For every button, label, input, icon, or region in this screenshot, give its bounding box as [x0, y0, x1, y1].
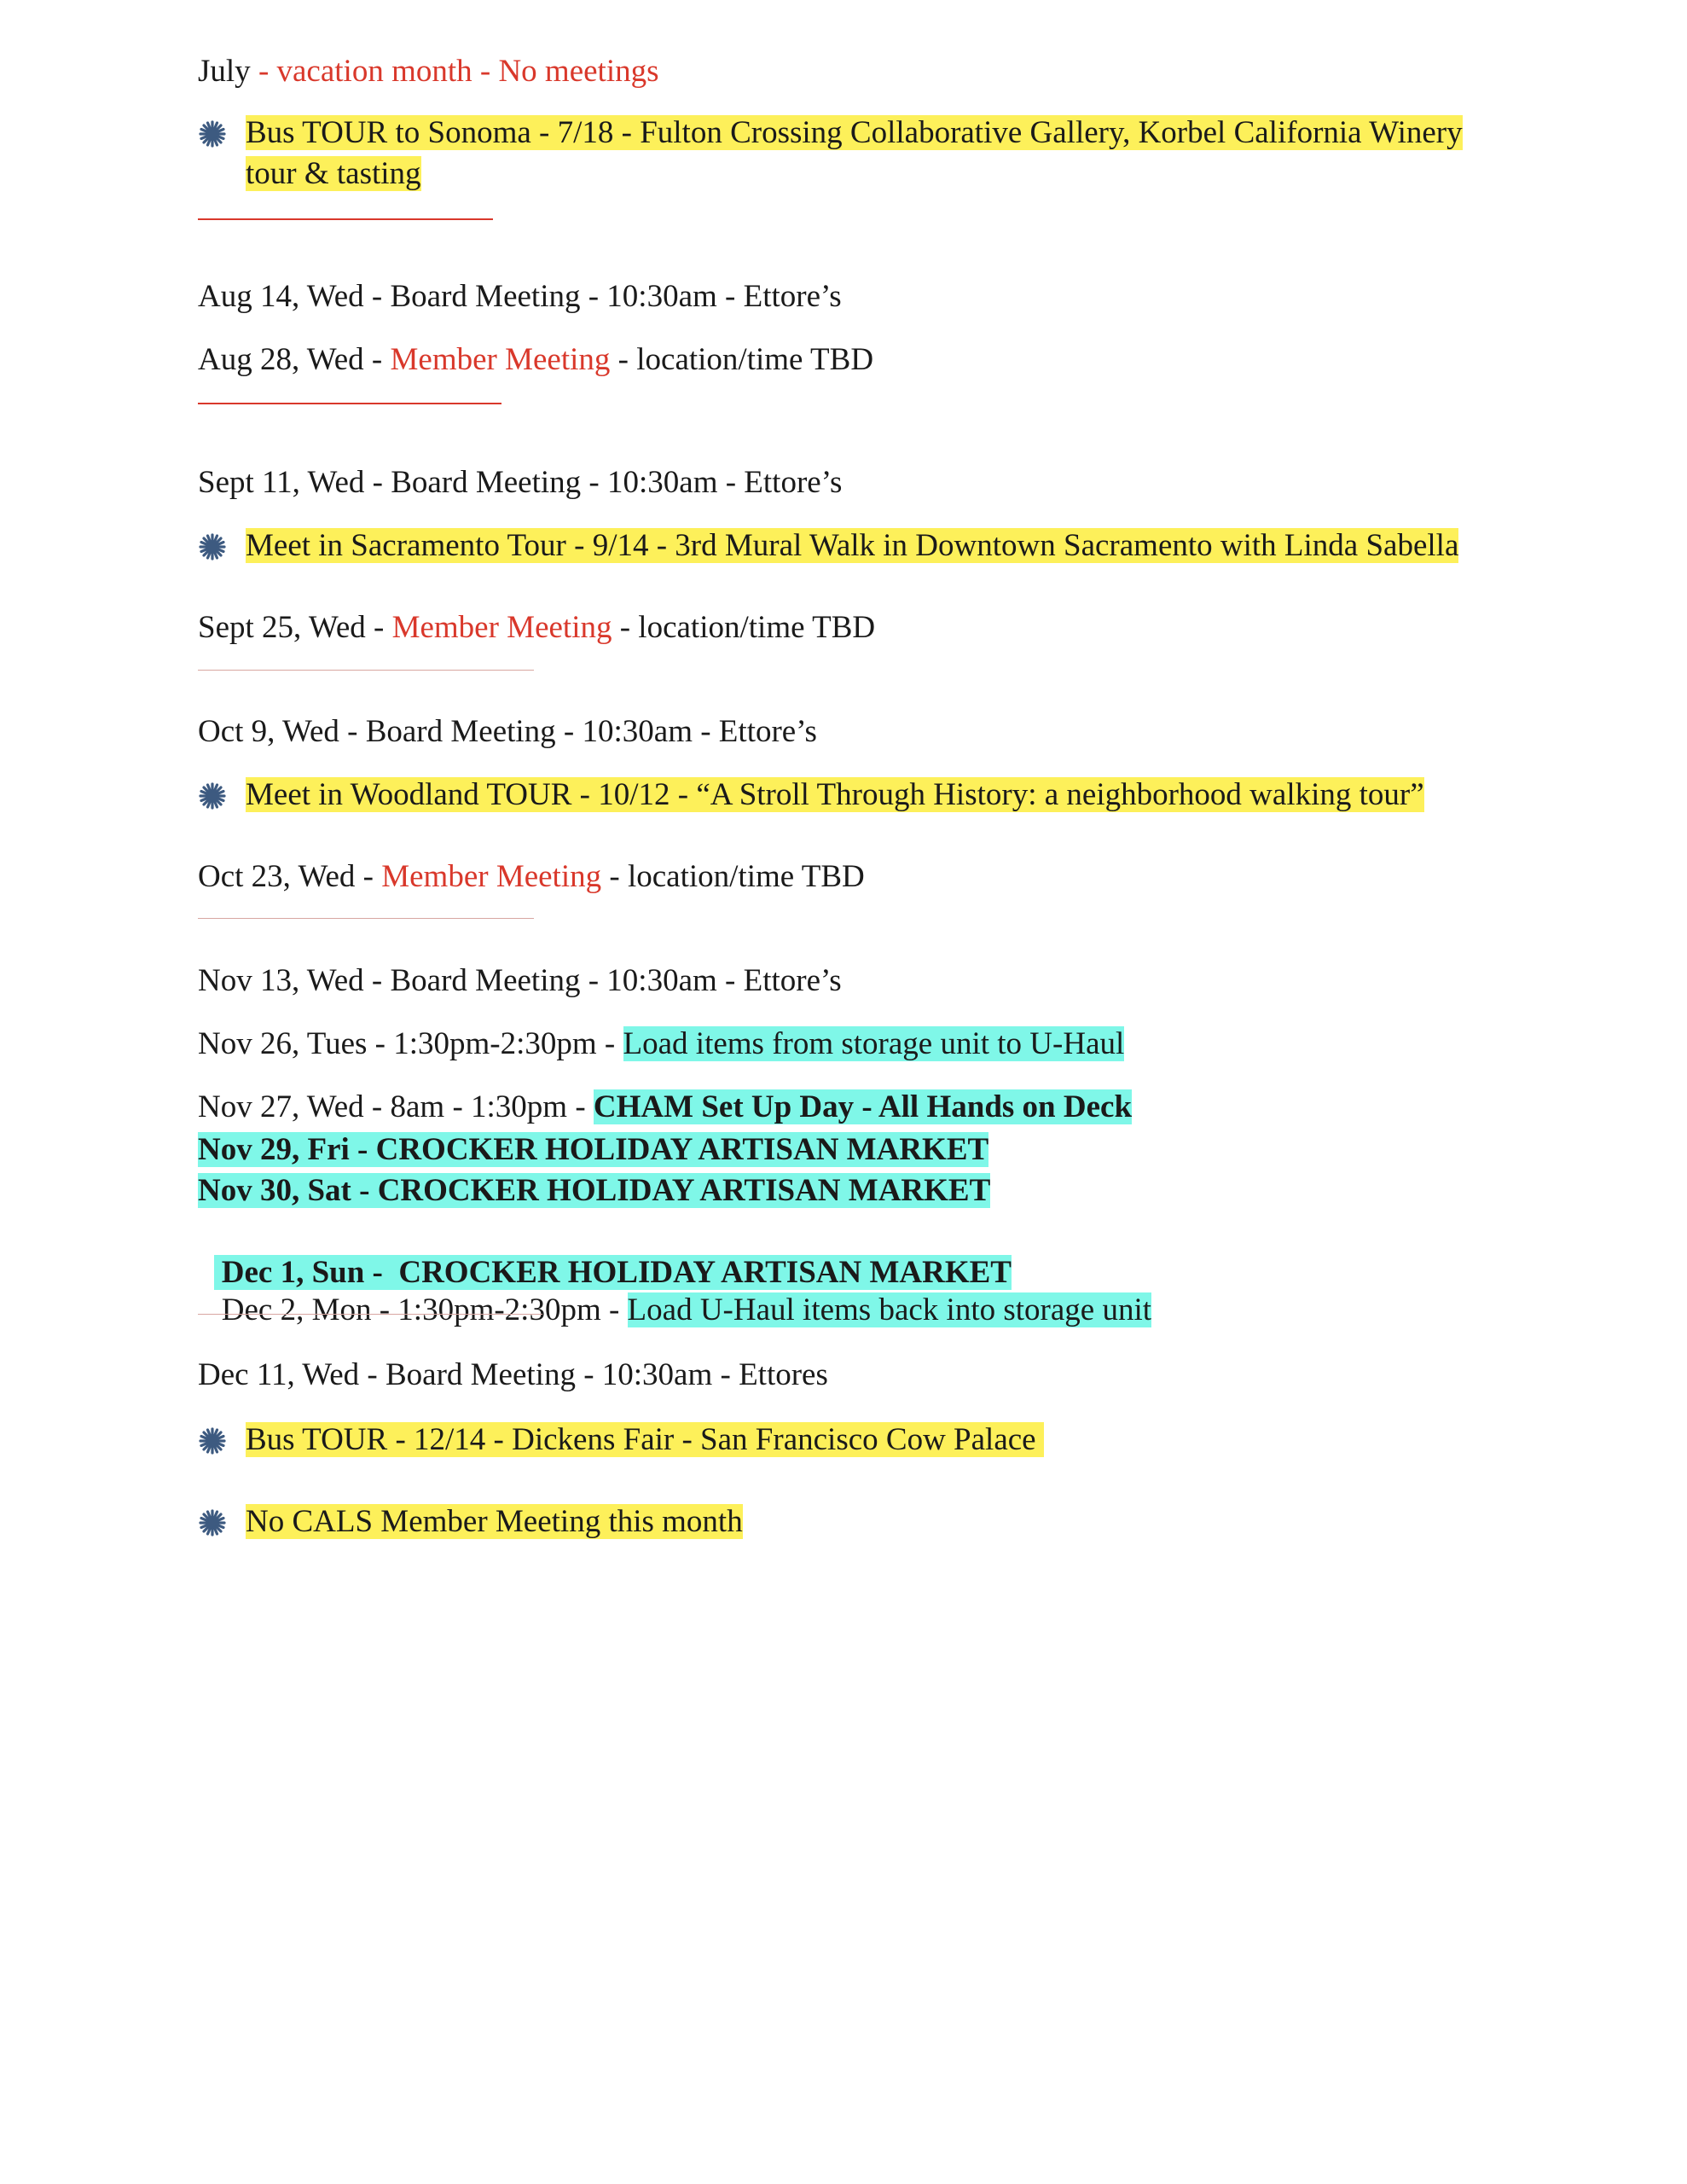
july-note: - vacation month - No meetings — [250, 54, 659, 89]
section-divider — [198, 218, 493, 220]
july-tour-text-2: tour & tasting — [246, 156, 421, 191]
july-tour-text-1: Bus TOUR to Sonoma - 7/18 - Fulton Crossing Collaborative Gallery, Korbel California Winery — [246, 115, 1463, 150]
sept-member-date: Sept 25, Wed - — [198, 610, 392, 645]
section-divider — [198, 918, 534, 919]
nov-setup-task: CHAM Set Up Day - All Hands on Deck — [593, 1089, 1133, 1124]
asterisk-bullet-icon — [198, 781, 227, 810]
dec-unload-task: Load U-Haul items back into storage unit — [627, 1292, 1152, 1327]
nov-setup-line — [198, 1089, 1132, 1126]
oct-tour — [246, 775, 1424, 816]
sept-tour-text: Meet in Sacramento Tour - 9/14 - 3rd Mural Walk in Downtown Sacramento with Linda Sabella — [246, 528, 1459, 563]
oct-member-label: Member Meeting — [381, 859, 602, 894]
market-day-2-text: Nov 30, Sat - CROCKER HOLIDAY ARTISAN MARKET — [198, 1173, 991, 1208]
dec-tour — [246, 1420, 1044, 1461]
nov-market-day-1 — [198, 1130, 988, 1170]
aug-member-location: - location/time TBD — [610, 342, 874, 377]
july-tour-line-1 — [246, 113, 1463, 154]
section-divider — [198, 403, 495, 404]
dec-unload-date: Dec 2, Mon - 1:30pm-2:30pm - — [213, 1292, 628, 1327]
sept-board-meeting: Sept 11, Wed - Board Meeting - 10:30am - Ettore’s — [198, 465, 843, 500]
nov-load-task: Load items from storage unit to U-Haul — [623, 1026, 1125, 1061]
nov-market-day-2 — [198, 1170, 990, 1211]
dec-board-meeting: Dec 11, Wed - Board Meeting - 10:30am - Ettores — [198, 1357, 828, 1392]
dec-tour-text: Bus TOUR - 12/14 - Dickens Fair - San Francisco Cow Palace — [246, 1422, 1044, 1457]
dec-unload-line — [198, 1254, 1151, 1329]
aug-member-date: Aug 28, Wed - — [198, 342, 391, 377]
aug-member-label: Member Meeting — [390, 342, 611, 377]
aug-member-meeting — [198, 341, 873, 379]
oct-member-meeting — [198, 858, 865, 896]
aug-board-meeting: Aug 14, Wed - Board Meeting - 10:30am - Ettore’s — [198, 279, 842, 314]
sept-member-location: - location/time TBD — [612, 610, 876, 645]
july-tour-line-2 — [246, 154, 421, 195]
sept-member-label: Member Meeting — [391, 610, 612, 645]
july-heading — [198, 53, 659, 90]
asterisk-bullet-icon — [198, 1426, 227, 1455]
nov-load-line — [198, 1025, 1124, 1063]
nov-board-meeting: Nov 13, Wed - Board Meeting - 10:30am - Ettore’s — [198, 963, 842, 998]
asterisk-bullet-icon — [198, 119, 227, 148]
nov-setup-date: Nov 27, Wed - 8am - 1:30pm - — [198, 1089, 594, 1124]
oct-member-date: Oct 23, Wed - — [198, 859, 382, 894]
nov-load-date: Nov 26, Tues - 1:30pm-2:30pm - — [198, 1026, 623, 1061]
sept-tour — [246, 526, 1458, 566]
oct-member-location: - location/time TBD — [601, 859, 865, 894]
oct-tour-text: Meet in Woodland TOUR - 10/12 - “A Stroll Through History: a neighborhood walking tour” — [246, 777, 1424, 812]
dec-no-meeting-text: No CALS Member Meeting this month — [246, 1504, 743, 1539]
july-label: July — [198, 54, 251, 89]
oct-board-meeting: Oct 9, Wed - Board Meeting - 10:30am - Ettore’s — [198, 714, 817, 749]
section-divider-tail — [495, 403, 501, 404]
section-divider — [198, 670, 534, 671]
sept-member-meeting — [198, 609, 875, 647]
market-day-3-text: Dec 1, Sun - CROCKER HOLIDAY ARTISAN MARKET — [213, 1255, 1012, 1290]
section-divider — [198, 1314, 542, 1315]
dec-no-meeting — [246, 1502, 743, 1542]
asterisk-bullet-icon — [198, 532, 227, 561]
asterisk-bullet-icon — [198, 1508, 227, 1537]
market-day-1-text: Nov 29, Fri - CROCKER HOLIDAY ARTISAN MARKET — [198, 1132, 989, 1167]
